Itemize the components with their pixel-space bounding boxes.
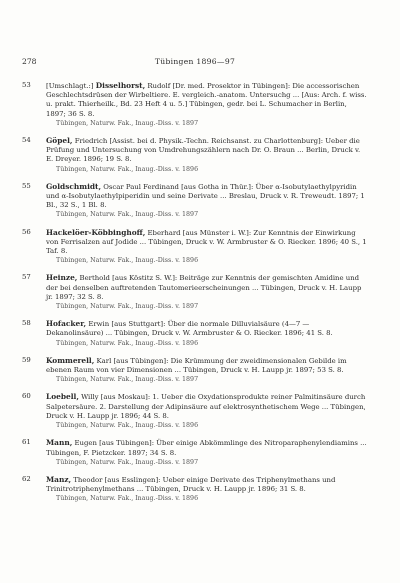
author-name: Disselhorst, — [95, 81, 146, 90]
entry-faculty-note: Tübingen, Naturw. Fak., Inaug.-Diss. v. 1897 — [56, 458, 199, 466]
author-name: Mann, — [46, 438, 73, 448]
entry-text: Oscar Paul Ferdinand [aus Gotha in Thür.]: Über α-Isobutylaethylpyridin und α-Isobutylaethylpiperidin und seine Derivate ... Breslau, Druck v. R. Treweudt. 1897; 1 Bl., 32 S., 1 Bl. 8. — [46, 182, 365, 210]
entry-number: 58 — [22, 319, 31, 328]
entry-text: Rudolf [Dr. med. Prosektor in Tübingen]: Die accessorischen Geschlechtsdrüsen der Wirbeltiere. E. vergleich.-anatom. Untersuchg ... [Aus: Arch. f. wiss. u. prakt. Thierheilk., Bd. 23 Heft 4 u. 5.] Tübingen, gedr. bei L. Schumacher in Berlin, 1897; 36 S. 8. — [46, 82, 367, 118]
entry-text: Karl [aus Tübingen]: Die Krümmung der zweidimensionalen Gebilde im ebenen Raum von vier Dimensionen ... Tübingen, Druck v. H. Laupp jr. 1897; 53 S. 8. — [46, 356, 347, 375]
author-name: Heinze, — [46, 273, 78, 283]
entry-text: Willy [aus Moskau]: 1. Ueber die Oxydationsprodukte reiner Palmitinsäure durch Salpetersäure. 2. Darstellung der Adipinsäure auf elektrosynthetischem Wege ... Tübingen, Druck v. H. Laupp jr. 1896; 44 S. 8. — [46, 393, 366, 420]
page-header — [22, 57, 368, 66]
entry-faculty-note: Tübingen, Naturw. Fak., Inaug.-Diss. v. 1896 — [56, 339, 199, 347]
author-name: Kommerell, — [46, 355, 95, 365]
entry-prefix: [Umschlagt.:] — [46, 82, 94, 90]
list-item — [22, 273, 368, 311]
entry-text: Theodor [aus Esslingen]: Ueber einige Derivate des Triphenylmethans und Trinitrotriphenylmethans ... Tübingen, Druck v. H. Laupp jr. 1896; 31 S. 8. — [46, 475, 336, 494]
entry-faculty-note: Tübingen, Naturw. Fak., Inaug.-Diss. v. 1896 — [56, 165, 199, 173]
entry-text: Berthold [aus Köstitz S. W.]: Beiträge zur Kenntnis der gemischten Amidine und der bei denselben auftretenden Tautomerieerscheinungen ... Tübingen, Druck v. H. Laupp jr. 1897; 32 S. 8. — [46, 274, 362, 301]
list-item — [22, 81, 368, 128]
entry-number: 57 — [22, 273, 31, 282]
list-item — [22, 319, 368, 348]
author-name: Loebell, — [46, 392, 79, 402]
list-item — [22, 136, 368, 174]
entry-number: 56 — [22, 227, 31, 236]
entry-faculty-note: Tübingen, Naturw. Fak., Inaug.-Diss. v. 1896 — [56, 422, 199, 430]
entry-number: 55 — [22, 181, 31, 190]
entry-faculty-note: Tübingen, Naturw. Fak., Inaug.-Diss. v. 1897 — [56, 376, 199, 384]
list-item — [22, 182, 368, 220]
entry-number: 62 — [22, 474, 31, 483]
author-name: Hackelöer-Köbbinghoff, — [46, 227, 146, 237]
list-item — [22, 475, 368, 504]
entry-text: Eberhard [aus Münster i. W.]: Zur Kenntnis der Einwirkung von Ferrisalzen auf Jodide ... Tübingen, Druck v. W. Armbruster & O. Riecker. 1896; 40 S., 1 Taf. 8. — [46, 228, 367, 256]
entry-list — [22, 81, 368, 512]
entry-faculty-note: Tübingen, Naturw. Fak., Inaug.-Diss. v. 1896 — [56, 495, 199, 503]
entry-faculty-note: Tübingen, Naturw. Fak., Inaug.-Diss. v. 1897 — [56, 303, 199, 311]
list-item — [22, 392, 368, 430]
entry-text: Friedrich [Assist. bei d. Physik.-Techn. Reichsanst. zu Charlottenburg]: Ueber die Prüfung und Untersuchung von Umdrehungszählern nach Dr. O. Braun ... Berlin, Druck v. E. Dreyer. 1896; 19 S. 8. — [46, 137, 361, 164]
author-name: Goldschmidt, — [46, 181, 102, 191]
running-title: Tübingen 1896—97 — [154, 57, 236, 66]
list-item — [22, 438, 368, 467]
entry-number: 60 — [22, 392, 31, 401]
author-name: Hofacker, — [46, 319, 87, 329]
page-number: 278 — [22, 57, 37, 66]
author-name: Göpel, — [46, 136, 73, 146]
entry-number: 53 — [22, 81, 31, 89]
entry-faculty-note: Tübingen, Naturw. Fak., Inaug.-Diss. v. 1896 — [56, 257, 199, 265]
list-item — [22, 228, 368, 266]
entry-number: 61 — [22, 438, 31, 447]
entry-number: 54 — [22, 136, 31, 145]
entry-faculty-note: Tübingen, Naturw. Fak., Inaug.-Diss. v. 1897 — [56, 119, 199, 127]
entry-text: Erwin [aus Stuttgart]: Über die normale Dilluvialsäure (4—7 — Dekanolinsäure) ... Tübingen, Druck v. W. Armbruster & O. Riecker. 1896; 41 S. 8. — [46, 320, 333, 338]
entry-text: Eugen [aus Tübingen]: Über einige Abkömmlinge des Nitroparaphenylendiamins ... Tübingen, F. Pietzcker. 1897; 34 S. 8. — [46, 439, 367, 457]
list-item — [22, 356, 368, 385]
entry-faculty-note: Tübingen, Naturw. Fak., Inaug.-Diss. v. 1897 — [56, 211, 199, 219]
entry-number: 59 — [22, 355, 31, 364]
author-name: Manz, — [46, 474, 72, 484]
